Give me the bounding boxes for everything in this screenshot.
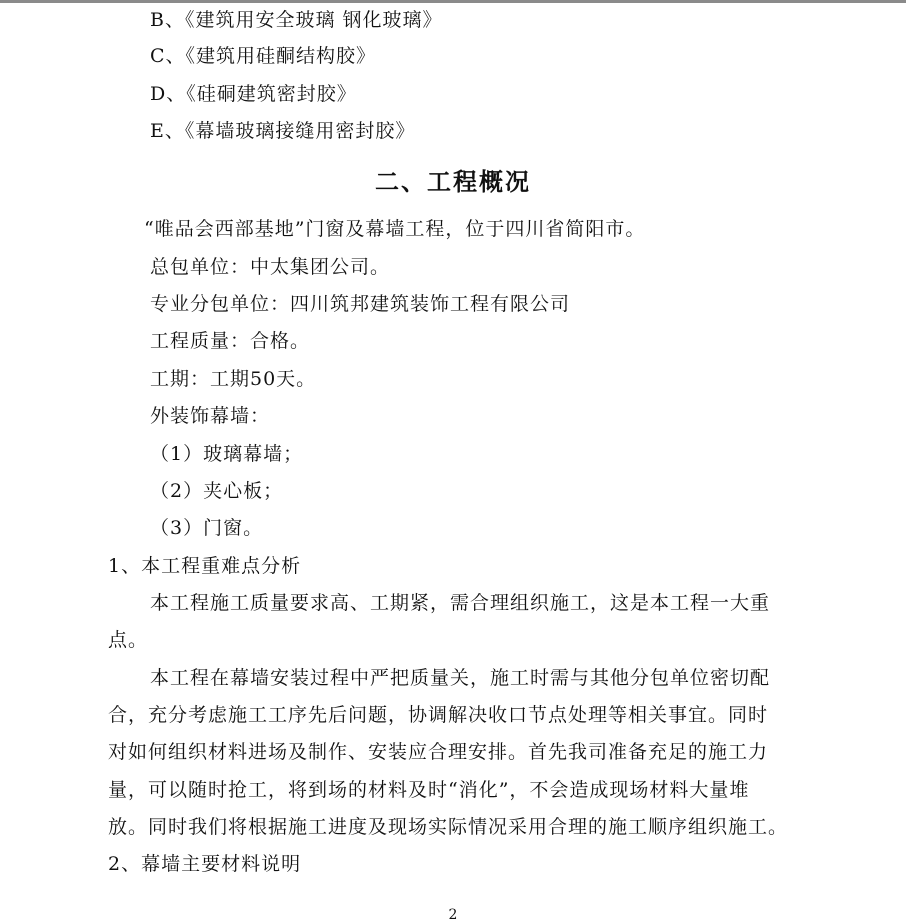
standard-item-c: C、《建筑用硅酮结构胶》 xyxy=(150,45,377,67)
paragraph-2-line: 量，可以随时抢工，将到场的材料及时“消化”，不会造成现场材料大量堆 xyxy=(108,779,750,801)
curtain-wall-item-3: （3）门窗。 xyxy=(150,517,264,539)
standard-item-b: B、《建筑用安全玻璃 钢化玻璃》 xyxy=(150,9,443,31)
general-contractor: 总包单位：中太集团公司。 xyxy=(150,256,391,278)
paragraph-1-line: 本工程施工质量要求高、工期紧，需合理组织施工，这是本工程一大重 xyxy=(150,592,771,614)
subcontractor: 专业分包单位：四川筑邦建筑装饰工程有限公司 xyxy=(150,293,571,315)
quality-requirement: 工程质量：合格。 xyxy=(150,330,311,352)
standard-item-e: E、《幕墙玻璃接缝用密封胶》 xyxy=(150,120,416,142)
construction-duration: 工期：工期50天。 xyxy=(150,368,317,390)
paragraph-2-line: 本工程在幕墙安装过程中严把质量关，施工时需与其他分包单位密切配 xyxy=(150,667,771,689)
section-heading: 二、工程概况 xyxy=(375,168,531,196)
curtain-wall-item-2: （2）夹心板； xyxy=(150,480,284,502)
project-description: “唯品会西部基地”门窗及幕墙工程，位于四川省简阳市。 xyxy=(144,218,646,240)
paragraph-2-line: 对如何组织材料进场及制作、安装应合理安排。首先我司准备充足的施工力 xyxy=(108,741,769,763)
subsection-2-title: 2、幕墙主要材料说明 xyxy=(108,853,302,875)
page-top-border xyxy=(0,0,906,3)
page-number: 2 xyxy=(448,907,458,920)
paragraph-1-line: 点。 xyxy=(108,629,149,651)
subsection-1-title: 1、本工程重难点分析 xyxy=(108,555,302,577)
paragraph-2-line: 合，充分考虑施工工序先后问题，协调解决收口节点处理等相关事宜。同时 xyxy=(108,704,769,726)
curtain-wall-title: 外装饰幕墙： xyxy=(150,405,271,427)
curtain-wall-item-1: （1）玻璃幕墙； xyxy=(150,443,304,465)
paragraph-2-line: 放。同时我们将根据施工进度及现场实际情况采用合理的施工顺序组织施工。 xyxy=(108,816,789,838)
standard-item-d: D、《硅硐建筑密封胶》 xyxy=(150,83,357,105)
